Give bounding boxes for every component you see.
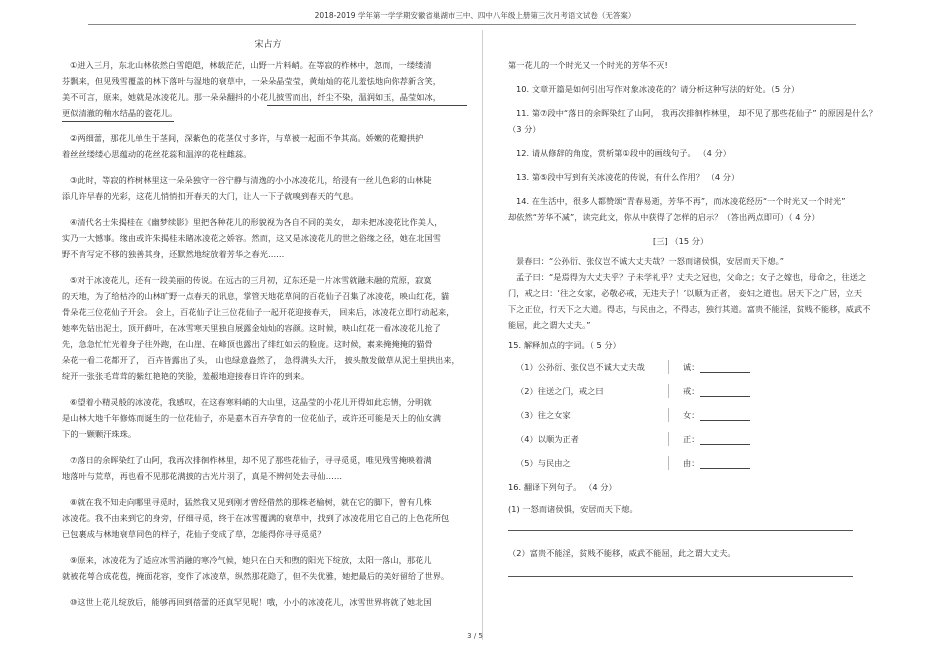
answer-blank[interactable] [700,396,750,397]
page-header: 2018-2019 学年第一学学期安徽省巢湖市三中、四中八年级上册第三次月考语文试卷（无答案） [314,11,636,20]
item-divider [668,384,669,398]
paragraph-line: 的天地，为了给枯冷的山林旷野一点春天的讯息，掌管天地花草间的百花仙子召集了冰凌花，映山红花，貓 [62,291,450,301]
answer-blank[interactable] [700,468,750,469]
question-14-cont: 却依然“芳华不减”，读完此文，你从中获得了怎样的启示？（答出两点即可）（ 4 分） [508,212,820,222]
q15-item: （4）以顺为正者 [516,434,579,444]
q16-item: （2）富贵不能淫，贫贱不能移，威武不能屈，此之谓大丈夫。 [508,548,736,558]
paragraph-line: 绽开一张张毛茸茸的紫红艳艳的笑脸，羞赧地迎接春日许许的到来。 [62,371,310,381]
paragraph-line: 美不可言，原来，她就是冰凌花儿。那一朵朵翻抖的小花儿披雪而出，纤尘不染，温润如玉，晶莹如冰， [62,92,441,102]
page-number: 3 / 5 [467,632,483,640]
q15-key: 正： [683,434,700,444]
question-11-score: （3 分） [508,124,541,134]
paragraph-line: 是山林大地千年修炼而诞生的一位花仙子，亦是嘉木百卉孕育的一位花仙子，或许还可能是天上的仙女满 [62,413,441,423]
paragraph-line: 冰凌花。我不由来到它的身旁，仔细寻觅，终于在冰雪覆满的衰草中，找到了冰凌花用它自己的上色花所包 [62,513,450,523]
question-12: 12. 请从修辞的角度，赏析第①段中的画线句子。 （4 分） [516,148,732,158]
item-divider [668,456,669,470]
question-15: 15. 解释加点的字词。（ 5 分） [508,340,621,350]
column-divider [482,30,483,640]
paragraph-line: 第一花儿的一个时光又一个时光的芳华不灭! [508,60,668,70]
paragraph-line: 她率先钻出泥土，顶开藓叶，在冰雪寒天里独自展露金灿灿的容颜。这时候，映山红花一看冰凌花儿抢了 [62,323,441,333]
paragraph-line: ③此时，等寂的柞树林里这一朵朵独守一谷宁静与清逸的小小冰凌花儿，给浸有一丝儿色彩的山林陡 [70,175,432,185]
paragraph-line: 已包裹成与林地衰草同色的样子，花仙子变成了草，怎能得你寻寻觅觅？ [62,529,326,539]
question-16: 16. 翻译下列句子。 （4 分） [508,482,617,492]
paragraph-line: ⑧就在我不知走向哪里寻觅时，猛然我又见到刚才曾经借然的那株老榆树，就在它的脚下，曾有几株 [70,497,432,507]
paragraph-line: ⑩这世上花儿绽放后，能够再回到蓓蕾的还真罕见呢！哦，小小的冰凌花儿，冰雪世界将就了她北国 [70,597,432,607]
answer-blank[interactable] [700,372,750,373]
paragraph-line: 更似清澈的釉水结晶的瓷花儿。 [62,108,178,118]
answer-line[interactable] [508,530,853,531]
paragraph-line: 下的一颗颗汗珠珠。 [62,429,137,439]
paragraph-line: 野不肯写定不移的独善其身，还默然地绽放着芳华之春光…… [62,249,285,259]
q15-item: （3）往之女家 [516,410,571,420]
paragraph-line: 骨朵花三位花仙子开会。 会上，百花仙子让三位花仙子一起开花迎接春天， 回来后，冰凌花立即行动起来， [62,307,455,317]
q15-item: （2）往送之门，戒之曰 [516,386,604,396]
answer-blank[interactable] [700,420,750,421]
passage-line: 景春曰：“公孙衍、张仪岂不诚大丈夫哉？一怒而诸侯惧，安居而天下熄。” [516,256,785,266]
paragraph-line: 就被花萼合成花苞，掩面花容，变作了冰凌草，纵然那花隐了，但不失优雅，她把最后的美好留给了世界。 [62,571,450,581]
paragraph-line: 着丝丝缕缕心思蕴动的花丝花蕊和温淳的花柱雌蕊。 [62,149,252,159]
q15-key: 诚： [683,362,700,372]
paragraph-line: 添几许早春的光彩，这花儿悄悄扣开春天的大门，让人一下子就嗅到春天的气息。 [62,191,359,201]
answer-line[interactable] [508,576,853,577]
paragraph-line: ⑥望着小精灵般的冰凌花，我感叹，在这春寒料峭的大山里，这晶莹的小花儿开得如此忘情，分明就 [70,397,432,407]
q15-key: 戒： [683,386,700,396]
paragraph-line: ⑦落日的余晖染红了山阿，我再次排徊柞林里，却不见了那些花仙子，寻寻觅觅，唯见残雪掩映着满 [70,455,432,465]
header-rule [88,24,856,25]
question-11: 11. 第⑦段中“落日的余晖染红了山阿， 我再次排徊柞林里， 却不见了那些花仙子” 的原因是什么？ [516,108,878,118]
q15-key: 女： [683,410,700,420]
paragraph-line: ①进入三月，东北山林依然白雪皑皑，林载茫茫，山野一片料峭。在等寂的柞林中，忽而，一缕缕清 [70,60,432,70]
passage-line: 孟子曰：“是焉得为大丈夫乎？子未学礼乎？丈夫之冠也，父命之；女子之嫁也，母命之，往送之 [516,272,867,282]
paragraph-line: 朵花一看二花都开了， 百卉皆露出了头， 山也绿意盎然了， 急得满头大汗， 披头散发做草从泥土里拱出来， [62,355,460,365]
q15-key: 由： [683,458,700,468]
q15-item: （5）与民由之 [516,458,571,468]
answer-blank[interactable] [700,444,750,445]
question-10: 10. 文章开篇是如何引出写作对象冰凌花的？请分析这种写法的好处。（5 分） [516,84,800,94]
question-13: 13. 第⑤段中写到有关冰凌花的传说，有什么作用？ （4 分） [516,172,740,182]
underline-mark [62,121,174,122]
paragraph-line: ④清代名士朱揭桂在《幽梦续影》里把各种花儿的形貌视为各自不同的美女， 却未把冰凌花比作美人， [70,217,443,227]
item-divider [668,408,669,422]
passage-line: 门，戒之曰：‘往之女家，必敬必戒，无违夫子！’以顺为正者， 妾妇之道也。居天下之广居，立天 [508,288,862,298]
passage-line: 下之正位，行天下之大道。得志，与民由之，不得志，独行其道。富贵不能淫，贫贱不能移，威武不 [508,304,871,314]
item-divider [668,360,669,374]
paragraph-line: 芬飘来，但见残雪覆盖的林下落叶与湿地的衰草中，一朵朵晶莹莹，黄灿灿的花儿羞怯地向你荐新含笑， [62,76,441,86]
passage-line: 能屈，此之谓大丈夫。” [508,320,591,330]
article-author: 宋占方 [254,40,282,50]
underline-mark [267,105,467,106]
paragraph-line: ⑨原来，冰凌花为了适应冰雪消融的寒冷气候，她只在白天和煦的阳光下绽放，太阳一落山，那花儿 [70,555,432,565]
question-14: 14. 在生活中，很多人都赞颂“青春易逝，芳华不再”，而冰凌花经历“一个时光又一个时光” [516,196,846,206]
q15-item: （1）公孙衍、张仪岂不诚大丈夫哉 [516,362,645,372]
section-three-heading: [三] （15 分） [653,236,709,246]
paragraph-line: ⑤对于冰凌花儿，还有一段美丽的传说。在远古的三月初，辽东还是一片冰雪就融未融的荒原，寂寞 [70,275,432,285]
paragraph-line: ②两细蕾，那花儿单生于茎间，深紫色的花茎仅寸多许，与草被一起面不争其高。娇嫩的花瓣拱护 [70,133,424,143]
item-divider [668,432,669,446]
paragraph-line: 实乃一大憾事。缘由或许朱揭桂未睹冰凌花之娇容。然而，这又是冰凌花儿的世之俗缘之径，她在北国雪 [62,233,441,243]
paragraph-line: 地落叶与荒草，再也看不见那花满披的古光片羽了，真是不辨何处去寻仙…… [62,471,343,481]
q16-item: (1) 一怒而诸侯惧，安居而天下熄。 [508,504,638,514]
paragraph-line: 先，急急忙忙光着身子往外跑，在山崖、在峰顶也露出了绯红如云的脸庞。这时候，素来掩掩掩的猫骨 [62,339,433,349]
